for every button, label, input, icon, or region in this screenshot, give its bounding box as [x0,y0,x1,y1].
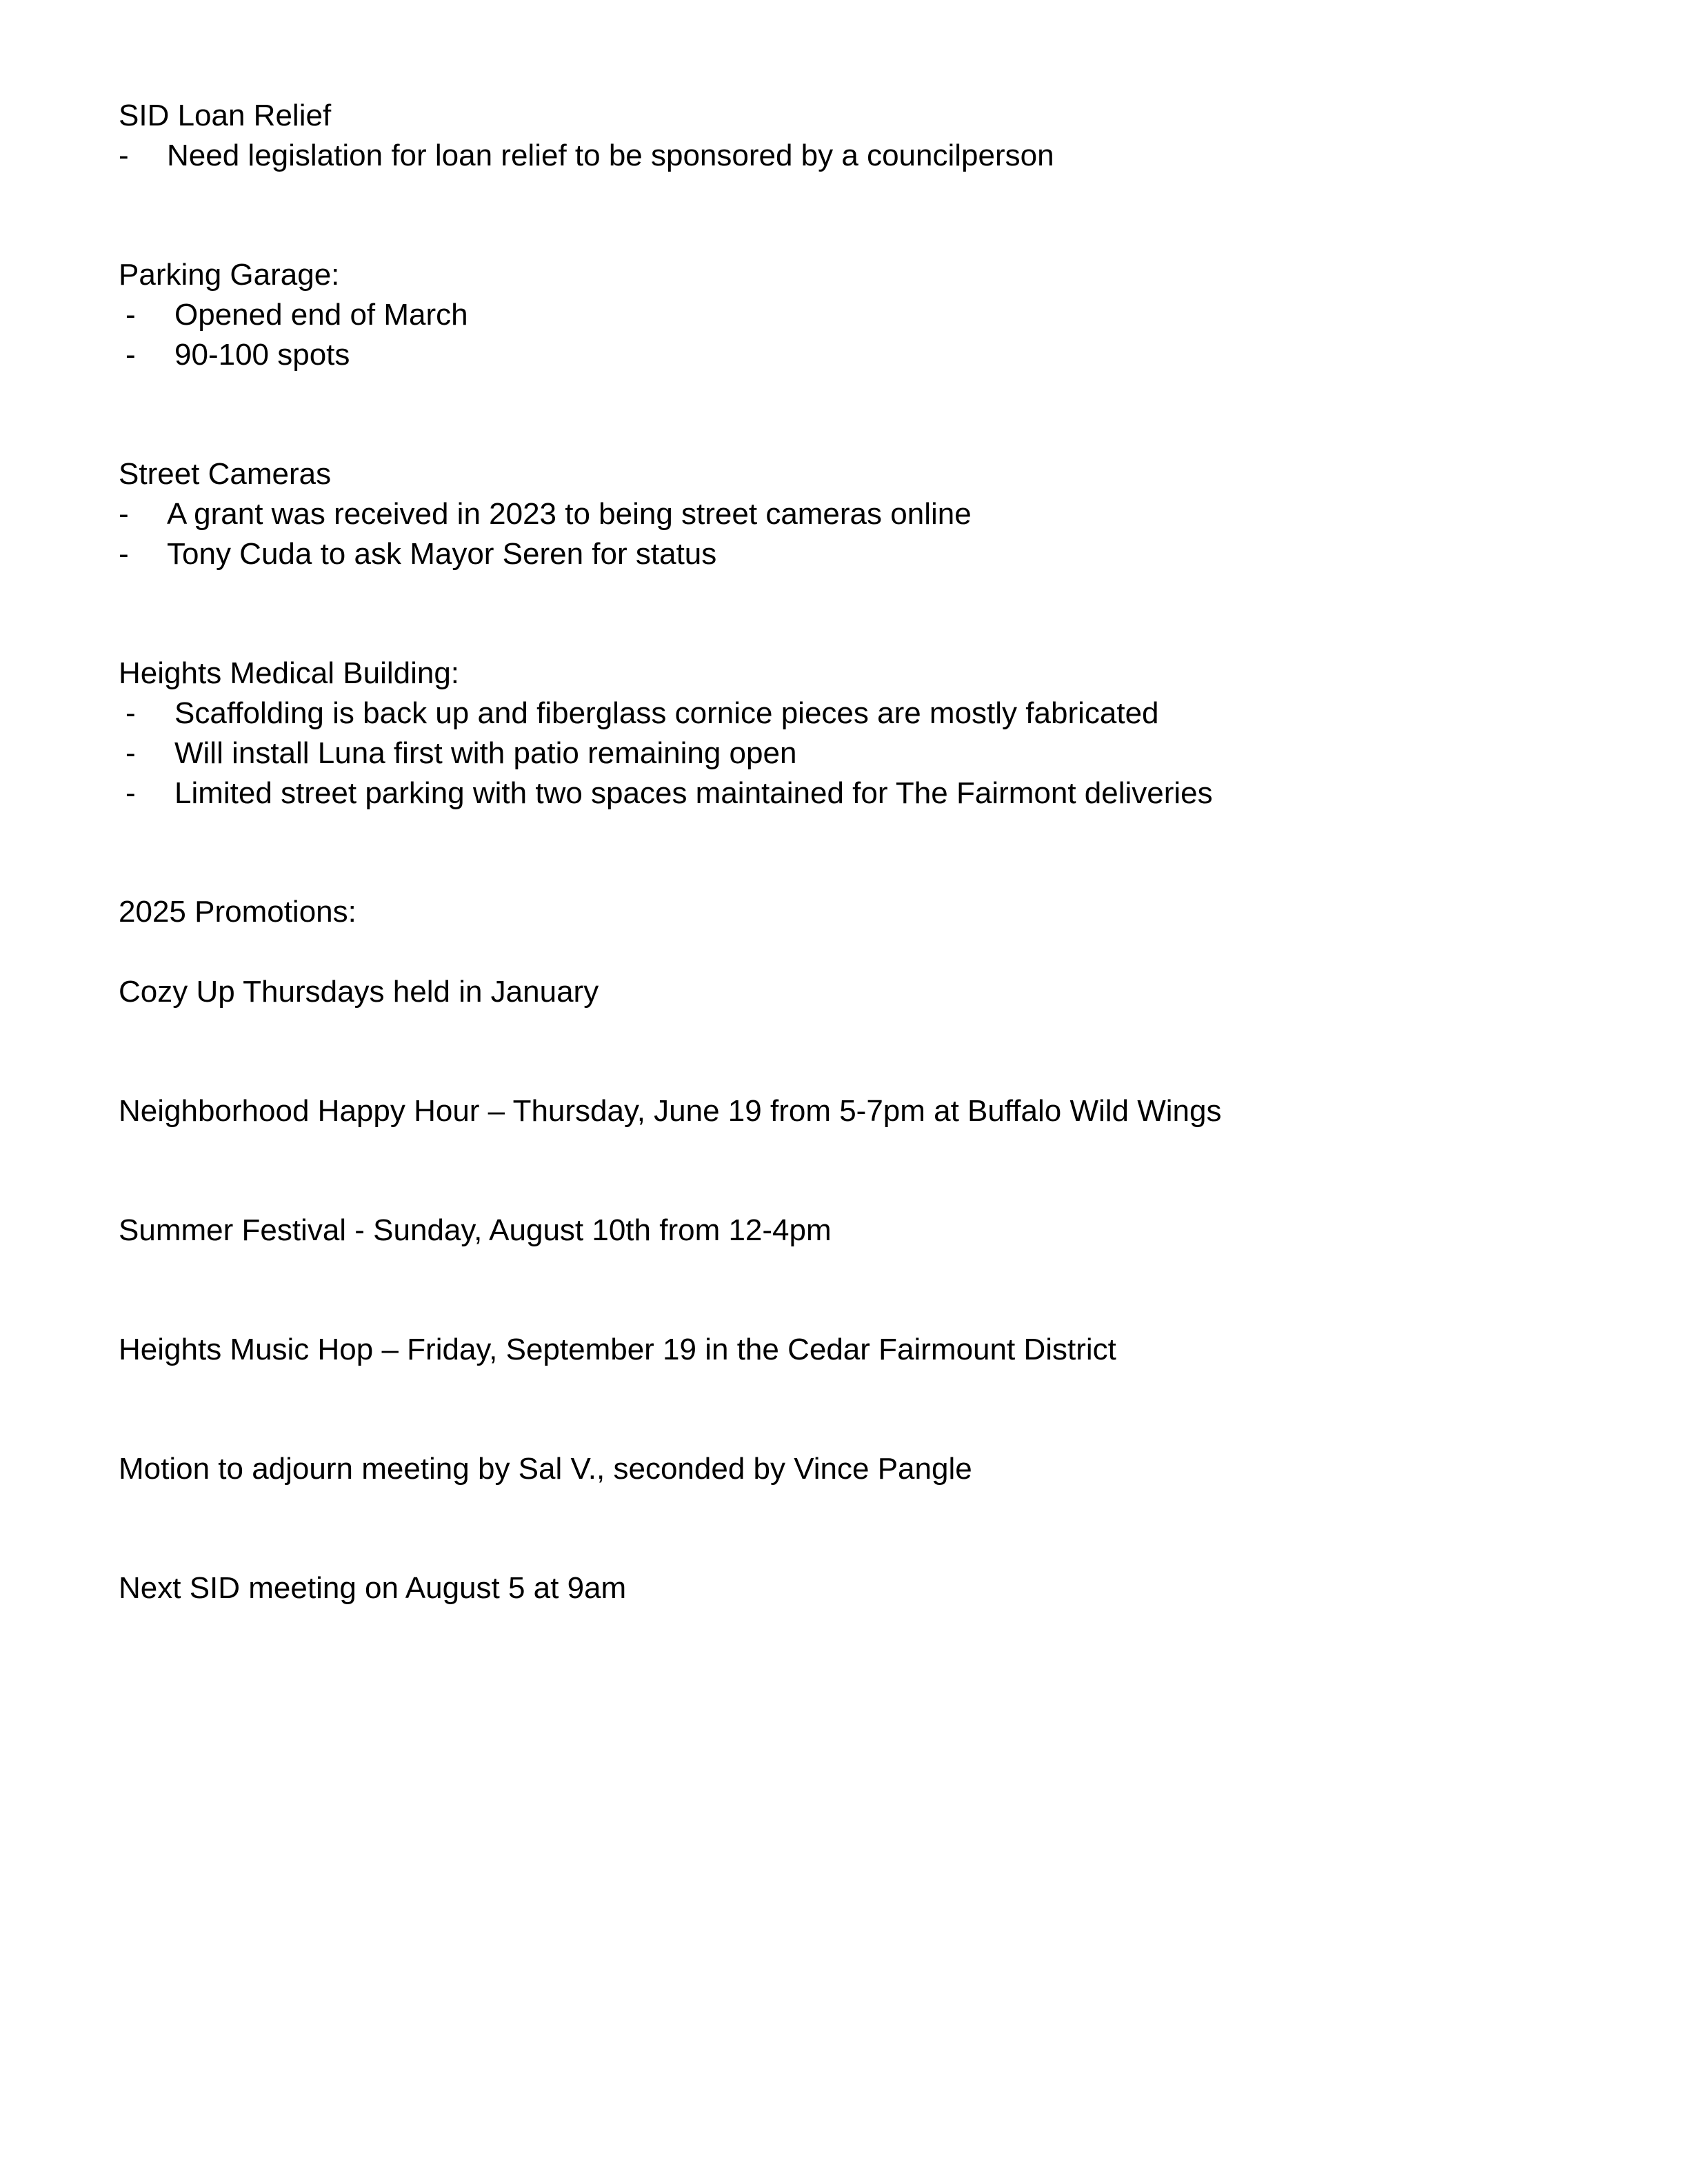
bullet-dash: - [125,696,136,730]
bullet-dash: - [125,776,136,810]
bullet-item: 90-100 spots [174,338,350,372]
bullet-item: Opened end of March [174,298,468,332]
promotion-item: Heights Music Hop – Friday, September 19 in the Cedar Fairmount District [119,1333,1116,1366]
next-meeting: Next SID meeting on August 5 at 9am [119,1571,627,1605]
bullet-dash: - [125,298,136,332]
bullet-dash: - [125,338,136,372]
bullet-item: Need legislation for loan relief to be sponsored by a councilperson [167,139,1054,172]
section-heading-sid-loan-relief: SID Loan Relief [119,99,332,132]
bullet-item: Will install Luna first with patio remaining open [174,736,797,770]
bullet-item: Limited street parking with two spaces maintained for The Fairmont deliveries [174,776,1213,810]
bullet-dash: - [125,736,136,770]
bullet-dash: - [119,497,129,531]
bullet-item: Scaffolding is back up and fiberglass cornice pieces are mostly fabricated [174,696,1159,730]
section-heading-heights-medical: Heights Medical Building: [119,656,460,690]
bullet-item: Tony Cuda to ask Mayor Seren for status [167,537,717,571]
adjourn-motion: Motion to adjourn meeting by Sal V., seconded by Vince Pangle [119,1452,972,1486]
section-heading-promotions: 2025 Promotions: [119,895,356,929]
promotion-item: Neighborhood Happy Hour – Thursday, June 19 from 5-7pm at Buffalo Wild Wings [119,1094,1222,1128]
bullet-dash: - [119,537,129,571]
section-heading-parking-garage: Parking Garage: [119,258,340,292]
section-heading-street-cameras: Street Cameras [119,457,332,491]
promotion-item: Cozy Up Thursdays held in January [119,975,599,1009]
bullet-item: A grant was received in 2023 to being street cameras online [167,497,972,531]
promotion-item: Summer Festival - Sunday, August 10th from 12-4pm [119,1213,832,1247]
bullet-dash: - [119,139,129,172]
